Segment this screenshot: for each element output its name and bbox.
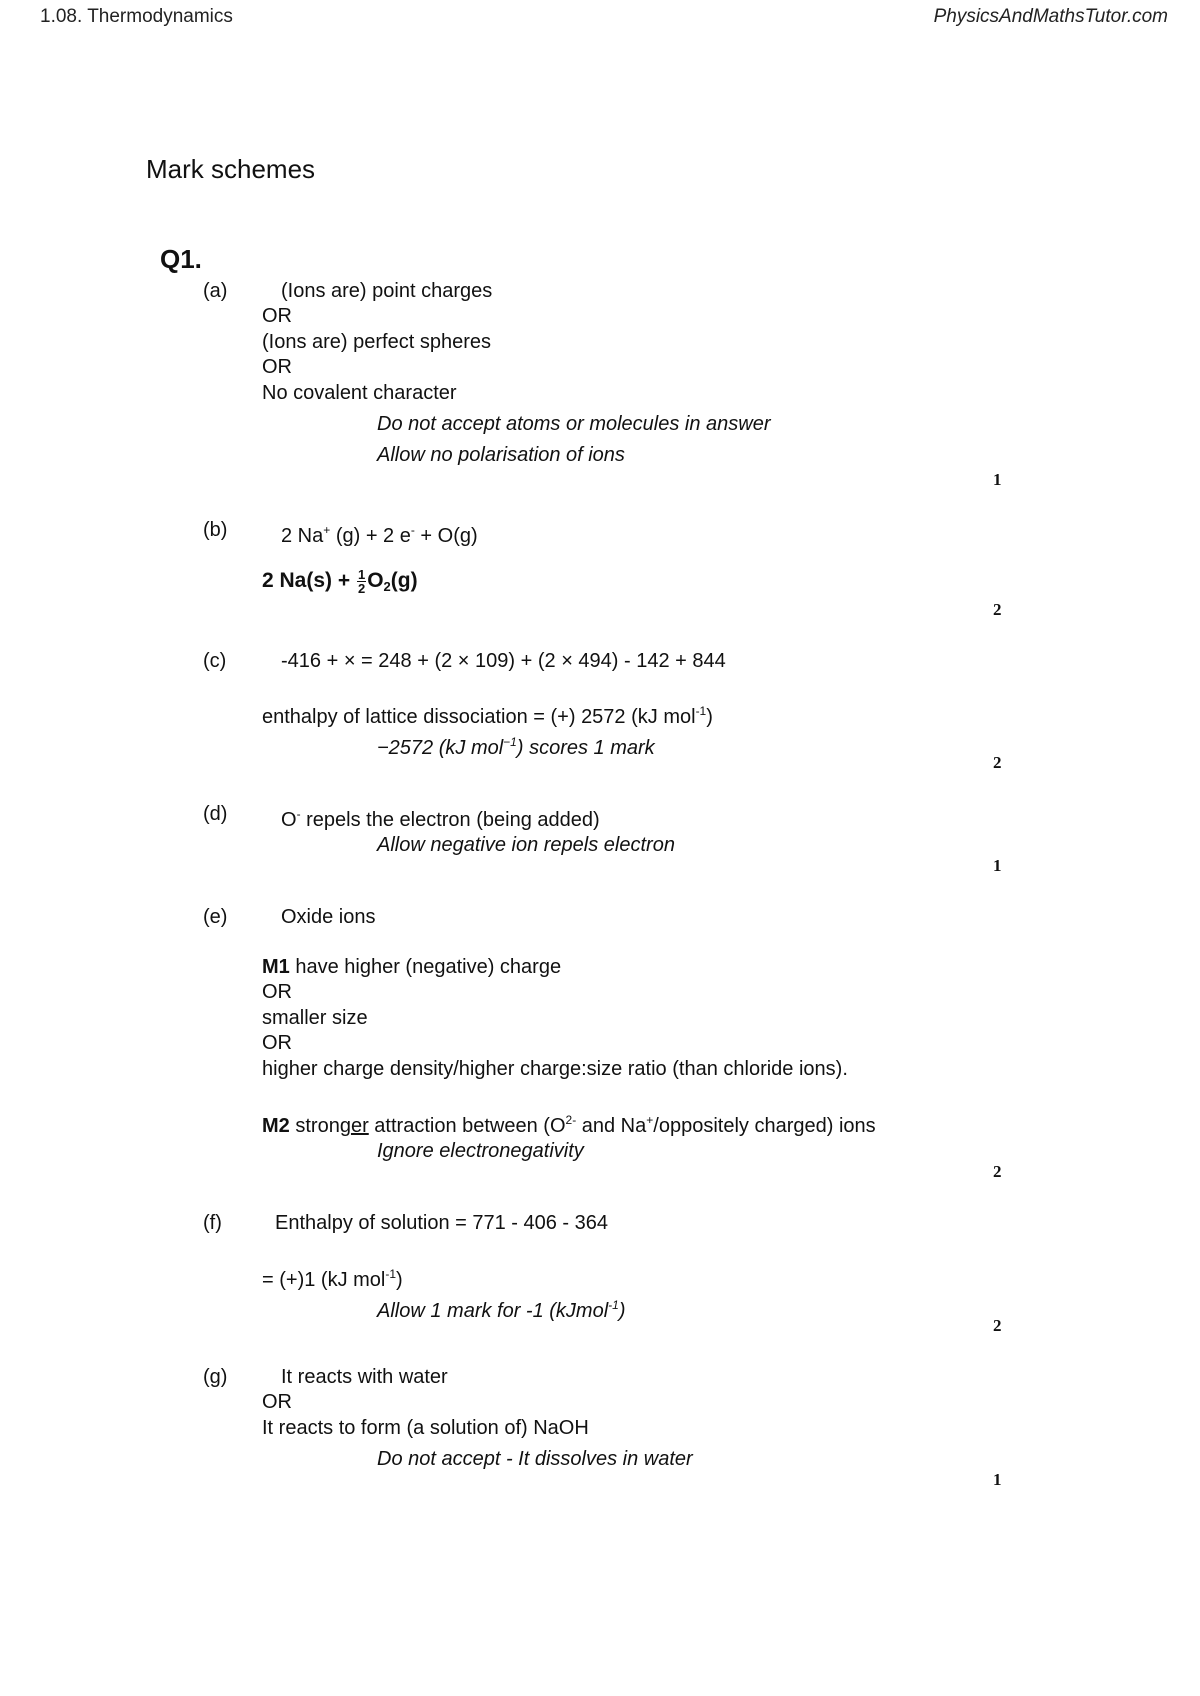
part-a-note1: Do not accept atoms or molecules in answer (377, 413, 771, 435)
part-e-or2: OR (262, 1032, 292, 1054)
part-a-note2: Allow no polarisation of ions (377, 444, 625, 466)
part-g-or1: OR (262, 1391, 292, 1413)
eq-text: O (367, 569, 384, 592)
mark-point-label: M1 (262, 956, 290, 978)
part-g-mark: 1 (993, 1470, 1002, 1489)
text: attraction between (O (368, 1115, 566, 1137)
part-d-mark: 1 (993, 856, 1002, 875)
header-site-name: PhysicsAndMathsTutor.com (933, 6, 1168, 27)
text: and Na (576, 1115, 647, 1137)
text: have higher (negative) charge (289, 956, 562, 978)
part-g-label: (g) (203, 1366, 228, 1388)
text: −2572 (kJ mol (377, 737, 504, 759)
part-a-line2: (Ions are) perfect spheres (262, 331, 491, 353)
text: enthalpy of lattice dissociation = (+) 2572 (kJ mol (262, 706, 696, 728)
part-b-equation-top (281, 518, 478, 548)
part-e-label: (e) (203, 906, 228, 928)
part-c-line2 (262, 699, 713, 729)
part-f-note (377, 1293, 626, 1323)
superscript: -1 (608, 1298, 619, 1312)
part-a-or2: OR (262, 356, 292, 378)
page-title: Mark schemes (146, 154, 316, 184)
mark-point-label: M2 (262, 1115, 290, 1137)
text: ) (706, 706, 713, 728)
superscript: -1 (695, 704, 707, 718)
superscript: - (296, 807, 301, 821)
part-d-note: Allow negative ion repels electron (377, 834, 675, 856)
part-a-or1: OR (262, 305, 292, 327)
part-f-label: (f) (203, 1212, 222, 1234)
part-e-m2 (262, 1108, 876, 1138)
eq-text: 2 Na (281, 525, 324, 547)
superscript: 2- (565, 1113, 577, 1127)
eq-text: 2 Na(s) + (262, 569, 356, 592)
part-e-line2: smaller size (262, 1007, 368, 1029)
superscript: −1 (503, 735, 517, 749)
part-f-mark: 2 (993, 1316, 1002, 1335)
part-g-line1: It reacts with water (281, 1366, 448, 1388)
underlined-text: er (350, 1115, 369, 1137)
eq-superscript: + (323, 523, 331, 537)
part-a-label: (a) (203, 280, 228, 302)
part-b-equation-bottom (262, 566, 418, 602)
part-c-label: (c) (203, 650, 227, 672)
part-d-label: (d) (203, 803, 228, 825)
text: ) (396, 1269, 403, 1291)
header-section-title: 1.08. Thermodynamics (40, 6, 233, 27)
half-fraction: $\frac{1}{2}$ (357, 566, 366, 596)
part-b-label: (b) (203, 519, 228, 541)
text: Allow 1 mark for -1 (kJmol (377, 1300, 609, 1322)
eq-text: + O(g) (414, 525, 478, 547)
part-e-line3: higher charge density/higher charge:size ratio (than chloride ions). (262, 1058, 848, 1080)
text: = (+)1 (kJ mol (262, 1269, 386, 1291)
part-e-m1 (262, 955, 561, 979)
part-e-note: Ignore electronegativity (377, 1140, 584, 1162)
part-f-line1: Enthalpy of solution = 771 - 406 - 364 (275, 1212, 609, 1234)
text: strong (289, 1115, 351, 1137)
text: repels the electron (being added) (300, 809, 600, 831)
eq-text: (g) (390, 569, 418, 592)
text: ) (618, 1300, 626, 1322)
part-g-note: Do not accept - It dissolves in water (377, 1448, 693, 1470)
part-e-or1: OR (262, 981, 292, 1003)
part-a-line3: No covalent character (262, 382, 457, 404)
part-e-line1: Oxide ions (281, 906, 376, 928)
part-d-line1 (281, 802, 600, 832)
eq-superscript: - (410, 523, 415, 537)
part-f-line2 (262, 1262, 403, 1292)
question-number: Q1. (160, 244, 202, 274)
text: O (281, 809, 297, 831)
part-c-note (377, 730, 655, 760)
part-a-mark: 1 (993, 470, 1002, 489)
part-c-mark: 2 (993, 753, 1002, 772)
part-a-line1: (Ions are) point charges (281, 280, 493, 302)
part-c-line1: -416 + × = 248 + (2 × 109) + (2 × 494) - 142 + 844 (281, 650, 726, 672)
text: ) scores 1 mark (516, 737, 655, 759)
eq-text: (g) + 2 e (330, 525, 411, 547)
text: /oppositely charged) ions (653, 1115, 876, 1137)
part-b-mark: 2 (993, 600, 1002, 619)
superscript: + (646, 1113, 654, 1127)
part-g-line2: It reacts to form (a solution of) NaOH (262, 1417, 589, 1439)
part-e-mark: 2 (993, 1162, 1002, 1181)
superscript: -1 (385, 1267, 397, 1281)
eq-subscript: 2 (383, 579, 391, 594)
